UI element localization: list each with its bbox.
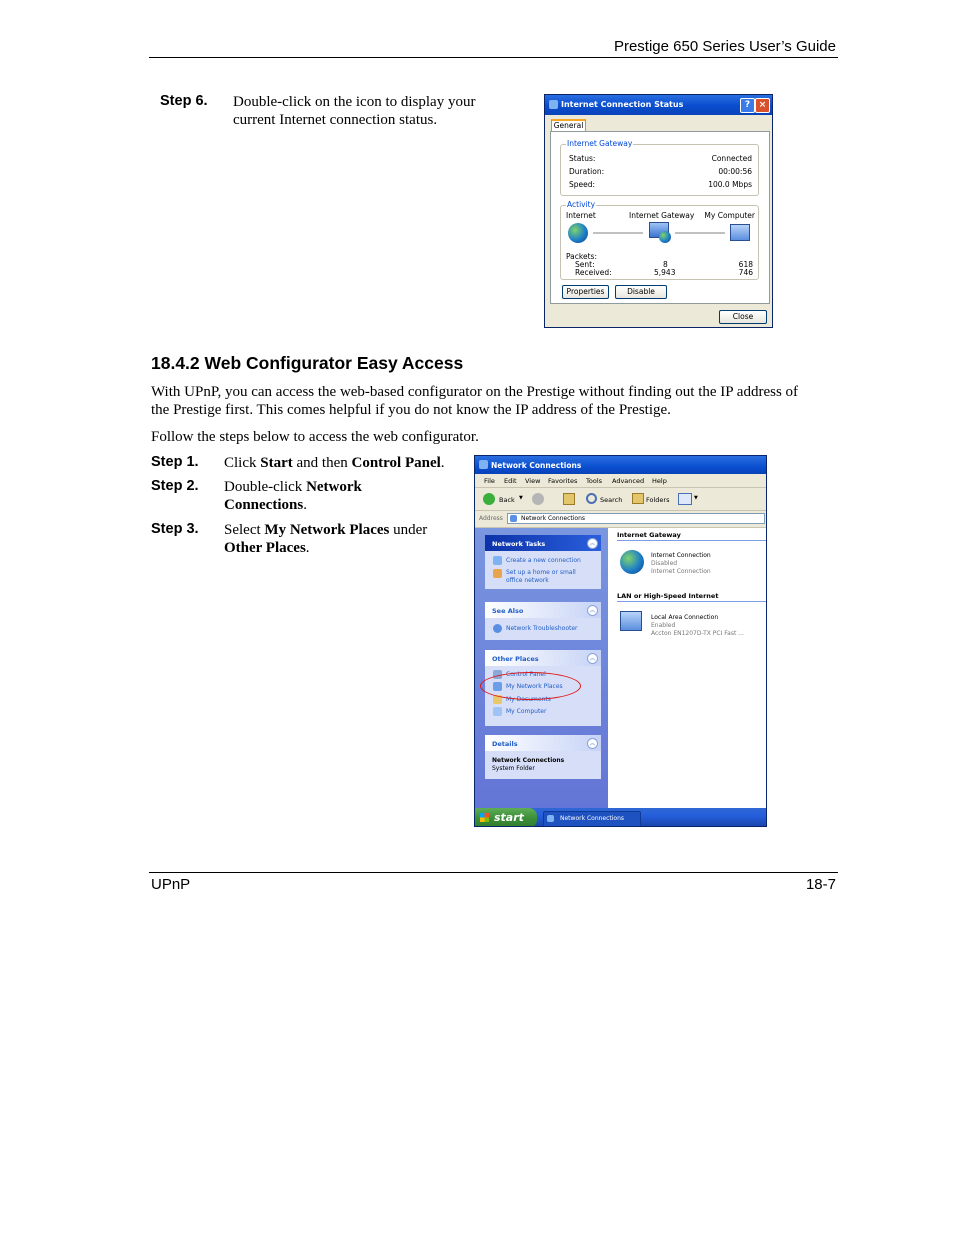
close-button[interactable]: Close [719, 310, 767, 324]
network-icon [547, 815, 554, 822]
explorer-titlebar [475, 456, 766, 474]
sent-right: 618 [738, 260, 753, 269]
step6-line2: current Internet connection status. [233, 112, 438, 128]
content-pane [608, 528, 766, 808]
step3-label: Step 3. [151, 521, 199, 537]
step3-b1: My Network Places [264, 522, 390, 538]
step2-t1: Double-click [224, 479, 307, 495]
menu-help[interactable]: Help [652, 477, 667, 485]
collapse-chevron-icon[interactable]: ︽ [587, 538, 598, 549]
speed-value: 100.0 Mbps [708, 180, 752, 189]
header-rule [149, 57, 838, 58]
collapse-chevron-icon[interactable]: ︽ [587, 653, 598, 664]
details-header[interactable] [485, 735, 601, 751]
para2: Follow the steps below to access the web configurator. [151, 429, 479, 445]
up-folder-icon[interactable] [563, 493, 575, 505]
step1-label: Step 1. [151, 454, 199, 470]
received-left: 5,943 [654, 268, 676, 277]
col-internet: Internet [566, 211, 596, 220]
globe-icon [620, 550, 644, 574]
footer-left: UPnP [151, 876, 191, 893]
lan-name: Local Area Connection [651, 614, 719, 621]
menu-view[interactable]: View [525, 477, 541, 485]
computer-icon [730, 224, 750, 241]
col-gateway: Internet Gateway [629, 211, 695, 220]
folders-button[interactable]: Folders [646, 496, 670, 504]
ic-name: Internet Connection [651, 552, 711, 559]
group-lan: LAN or High-Speed Internet [617, 592, 719, 600]
step2-t2: . [303, 497, 307, 513]
step3-b2: Other Places [224, 540, 306, 556]
start-label: start [494, 811, 524, 824]
other-places-header[interactable] [485, 650, 601, 666]
menu-edit[interactable]: Edit [504, 477, 517, 485]
col-computer: My Computer [704, 211, 755, 220]
globe-icon [568, 223, 588, 243]
gateway-globe-icon [659, 231, 671, 243]
group-divider [617, 601, 767, 602]
taskbar-item-label: Network Connections [560, 815, 625, 822]
collapse-chevron-icon[interactable]: ︽ [587, 605, 598, 616]
step6-line1: Double-click on the icon to display your [233, 94, 476, 110]
para1-line1: With UPnP, you can access the web-based configurator on the Prestige without finding out the IP address of [151, 384, 799, 400]
properties-button[interactable]: Properties [562, 285, 609, 299]
address-value: Network Connections [521, 515, 586, 522]
search-button[interactable]: Search [600, 496, 623, 504]
my-documents-link[interactable]: My Documents [506, 696, 551, 703]
disable-button[interactable]: Disable [615, 285, 667, 299]
back-button[interactable]: Back [499, 496, 515, 504]
details-panel [485, 735, 601, 779]
forward-arrow-icon[interactable] [532, 493, 544, 505]
activity-group-title: Activity [567, 200, 596, 209]
internet-connection-item[interactable] [618, 548, 648, 578]
step2-line2 [224, 496, 307, 514]
address-label: Address [479, 515, 503, 522]
network-icon [479, 460, 488, 469]
step3-line2 [224, 539, 310, 557]
details-name: Network Connections [492, 757, 565, 764]
step1-b2: Control Panel [351, 455, 441, 471]
dialog-title: Internet Connection Status [561, 100, 684, 109]
group-internet-gateway: Internet Gateway [617, 531, 681, 539]
step3-line1 [224, 521, 427, 539]
para1-line2: the Prestige first. This comes helpful if you do not know the IP address of the Prestige. [151, 402, 671, 418]
step3-t3: . [305, 540, 310, 556]
search-icon[interactable] [586, 493, 597, 504]
internet-connection-status-dialog [544, 94, 773, 328]
views-dropdown-icon[interactable]: ▼ [694, 495, 698, 501]
step3-t1: Select [224, 522, 265, 538]
sent-left: 8 [663, 260, 668, 269]
tab-general[interactable]: General [551, 119, 586, 131]
link-line-2 [675, 232, 725, 234]
task-create-connection[interactable]: Create a new connection [506, 557, 581, 564]
received-label: Received: [575, 268, 612, 277]
new-connection-icon [493, 556, 502, 565]
help-button[interactable]: ? [740, 98, 755, 113]
status-label: Status: [569, 154, 596, 163]
received-right: 746 [738, 268, 753, 277]
footer-rule [149, 872, 838, 873]
internet-gateway-group-title: Internet Gateway [567, 139, 633, 148]
task-setup-line1[interactable]: Set up a home or small [506, 569, 576, 576]
packets-label: Packets: [566, 252, 597, 261]
views-icon[interactable] [678, 493, 692, 505]
status-value: Connected [711, 154, 752, 163]
ic-status: Disabled [651, 560, 678, 567]
address-input[interactable] [507, 513, 765, 524]
step3-t2: under [389, 522, 428, 538]
step2-line1 [224, 478, 362, 496]
menubar [475, 474, 766, 488]
step1-t3: . [440, 455, 445, 471]
my-network-places-link[interactable]: My Network Places [506, 683, 563, 690]
dialog-titlebar [545, 95, 772, 115]
network-tasks-title: Network Tasks [492, 540, 546, 548]
computer-icon [493, 707, 502, 716]
details-title: Details [492, 740, 518, 748]
explorer-title: Network Connections [491, 461, 582, 470]
tab-panel [550, 131, 770, 304]
folders-icon[interactable] [632, 493, 644, 504]
back-arrow-icon[interactable] [483, 493, 495, 505]
group-divider [617, 540, 767, 541]
section-title: 18.4.2 Web Configurator Easy Access [151, 353, 464, 373]
step1-t1: Click [224, 455, 261, 471]
step6-label: Step 6. [160, 93, 208, 109]
toolbar [475, 488, 766, 511]
see-also-title: See Also [492, 607, 524, 615]
network-icon [510, 515, 517, 522]
menu-tools[interactable]: Tools [586, 477, 603, 485]
lan-desc: Accton EN1207D-TX PCI Fast ... [651, 630, 744, 637]
lan-status: Enabled [651, 622, 676, 629]
task-setup-line2[interactable]: office network [506, 577, 549, 584]
windows-logo-icon [480, 813, 489, 822]
network-icon [549, 100, 558, 109]
troubleshooter-icon [493, 624, 502, 633]
step1-b1: Start [260, 455, 293, 471]
collapse-chevron-icon[interactable]: ︽ [587, 738, 598, 749]
step2-label: Step 2. [151, 478, 199, 494]
footer-page-number: 18-7 [805, 876, 836, 893]
duration-label: Duration: [569, 167, 605, 176]
start-button[interactable] [475, 808, 537, 827]
internet-gateway-group [560, 139, 759, 196]
address-bar [475, 511, 766, 528]
network-tasks-panel [485, 535, 601, 589]
see-also-header[interactable] [485, 602, 601, 618]
task-pane [475, 528, 608, 808]
step1-t2: and then [292, 455, 352, 471]
network-connections-window [474, 455, 767, 827]
taskbar-item-network-connections[interactable] [543, 811, 641, 827]
home-network-icon [493, 569, 502, 578]
ic-desc: Internet Connection [651, 568, 711, 575]
taskbar [475, 808, 766, 827]
step2-b2: Connections [224, 497, 304, 513]
step2-b1: Network [306, 479, 362, 495]
duration-value: 00:00:56 [718, 167, 752, 176]
link-line [593, 232, 643, 234]
network-tasks-header[interactable] [485, 535, 601, 551]
close-icon[interactable]: × [755, 98, 770, 113]
speed-label: Speed: [569, 180, 596, 189]
highlight-circle [480, 672, 581, 700]
running-head: Prestige 650 Series User’s Guide [613, 38, 836, 55]
step1-text [224, 454, 445, 472]
other-places-title: Other Places [492, 655, 539, 663]
control-panel-link[interactable]: Control Panel [506, 671, 546, 678]
menu-file[interactable]: File [484, 477, 495, 485]
details-sub: System Folder [492, 765, 535, 772]
activity-group [560, 200, 759, 280]
menu-favorites[interactable]: Favorites [548, 477, 578, 485]
network-troubleshooter-link[interactable]: Network Troubleshooter [506, 625, 578, 632]
sent-label: Sent: [575, 260, 595, 269]
back-dropdown-icon[interactable]: ▼ [519, 495, 523, 501]
menu-advanced[interactable]: Advanced [612, 477, 645, 485]
see-also-panel [485, 602, 601, 640]
my-computer-link[interactable]: My Computer [506, 708, 547, 715]
lan-connection-icon[interactable] [620, 611, 642, 631]
